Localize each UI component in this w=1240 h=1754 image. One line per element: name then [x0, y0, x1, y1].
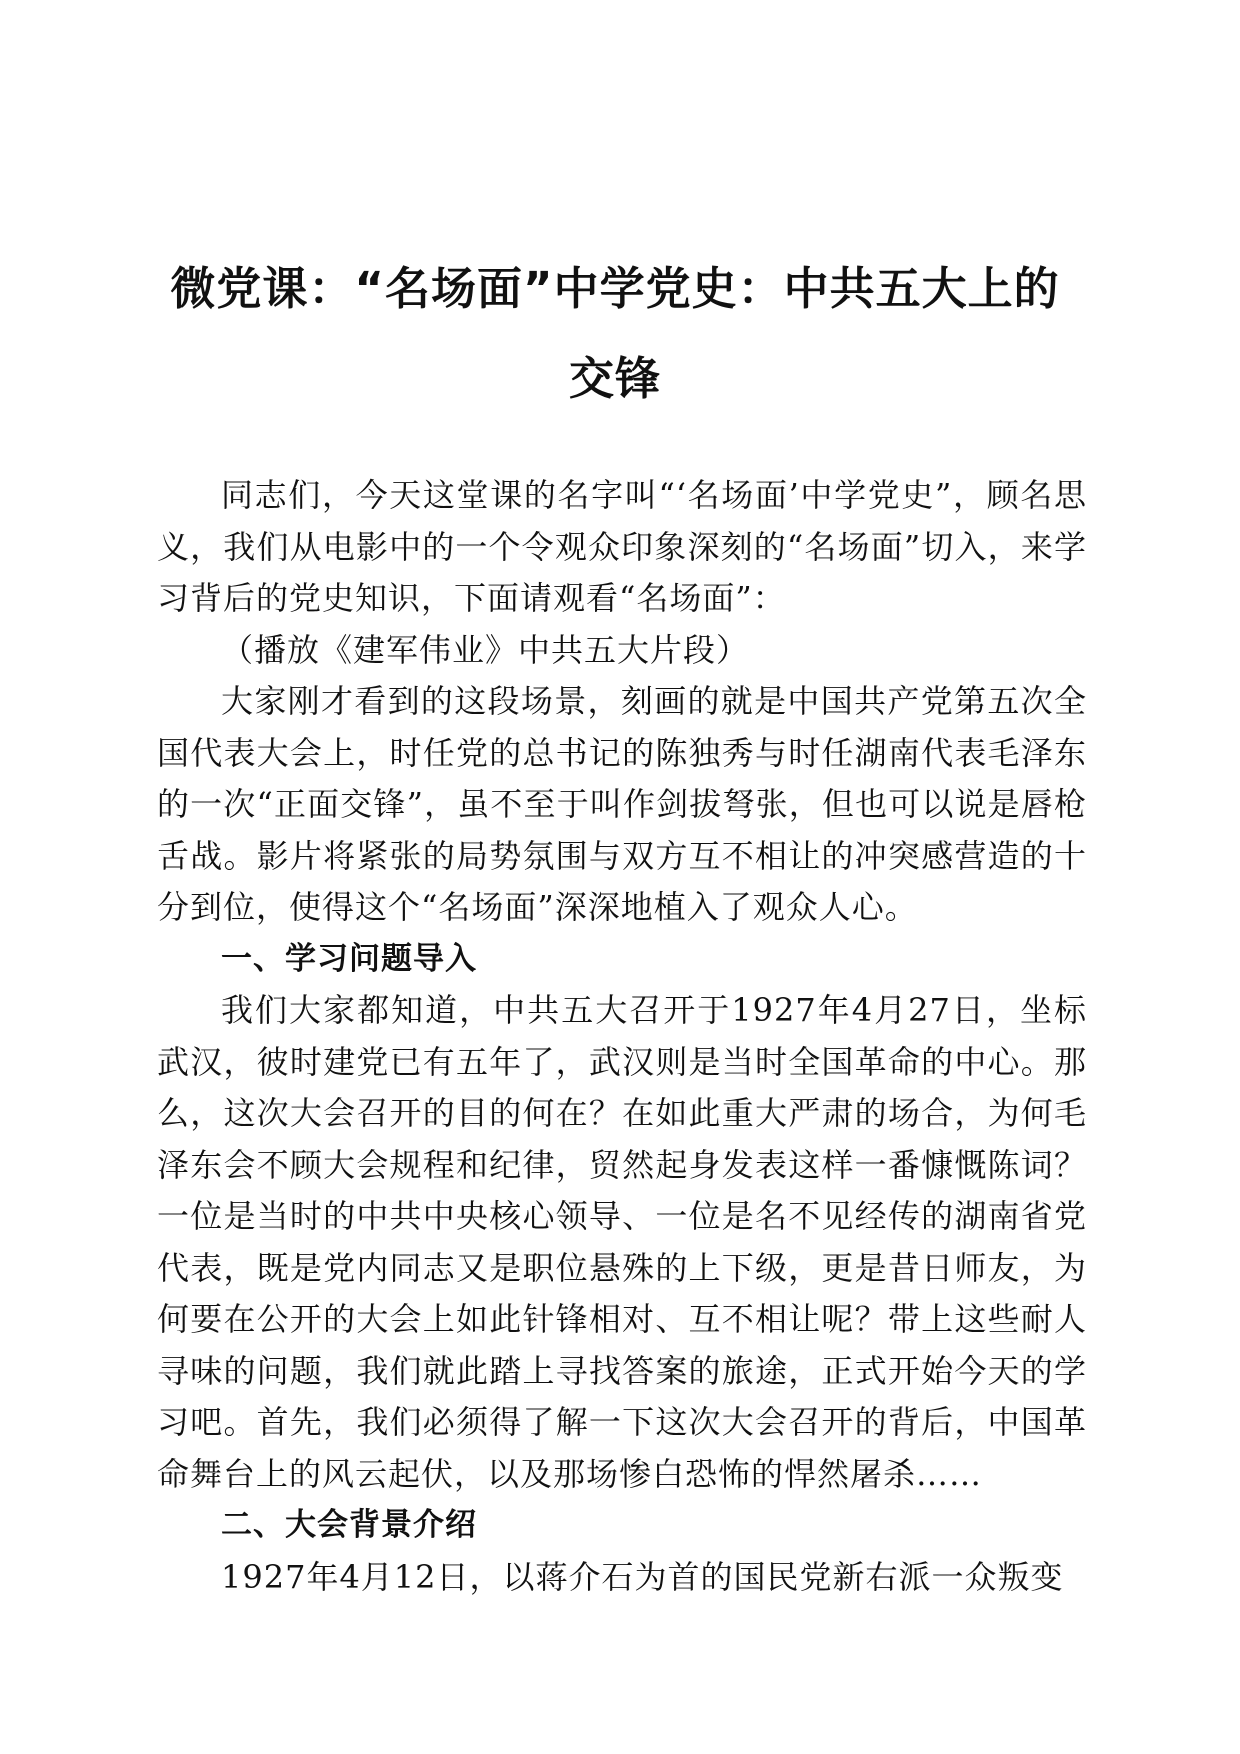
section-2-paragraph: 1927年4月12日，以蒋介石为首的国民党新右派一众叛变	[221, 1557, 1064, 1596]
section-heading-1: 一、学习问题导入	[221, 940, 477, 977]
scene-description-paragraph: 大家刚才看到的这段场景，刻画的就是中国共产党第五次全国代表大会上，时任党的总书记的陈独秀与时任湖南代表毛泽东的一次“正面交锋”，虽不至于叫作剑拔弩张，但也可以说是唇枪舌战。影片将紧张的局势氛围与双方互不相让的冲突感营造的十分到位，使得这个“名场面”深深地植入了观众人心。	[157, 682, 1087, 926]
section-1-paragraph: 我们大家都知道，中共五大召开于1927年4月27日，坐标武汉，彼时建党已有五年了，武汉则是当时全国革命的中心。那么，这次大会召开的目的何在？在如此重大严肃的场合，为何毛泽东会不顾大会规程和纪律，贸然起身发表这样一番慷慨陈词？一位是当时的中共中央核心领导、一位是名不见经传的湖南省党代表，既是党内同志又是职位悬殊的上下级，更是昔日师友，为何要在公开的大会上如此针锋相对、互不相让呢？带上这些耐人寻味的问题，我们就此踏上寻找答案的旅途，正式开始今天的学习吧。首先，我们必须得了解一下这次大会召开的背后，中国革命舞台上的风云起伏，以及那场惨白恐怖的悍然屠杀……	[157, 991, 1087, 1493]
intro-paragraph: 同志们，今天这堂课的名字叫“‘名场面’中学党史”，顾名思义，我们从电影中的一个令观众印象深刻的“名场面”切入，来学习背后的党史知识，下面请观看“名场面”：	[157, 476, 1087, 617]
video-note-paragraph: （播放《建军伟业》中共五大片段）	[221, 630, 750, 669]
section-heading-2: 二、大会背景介绍	[221, 1507, 477, 1543]
document-title	[150, 244, 1080, 424]
title-line-2: 交锋	[568, 352, 661, 405]
document-body	[157, 470, 1087, 1603]
title-line-1: 微党课：“名场面”中学党史：中共五大上的	[170, 262, 1060, 315]
